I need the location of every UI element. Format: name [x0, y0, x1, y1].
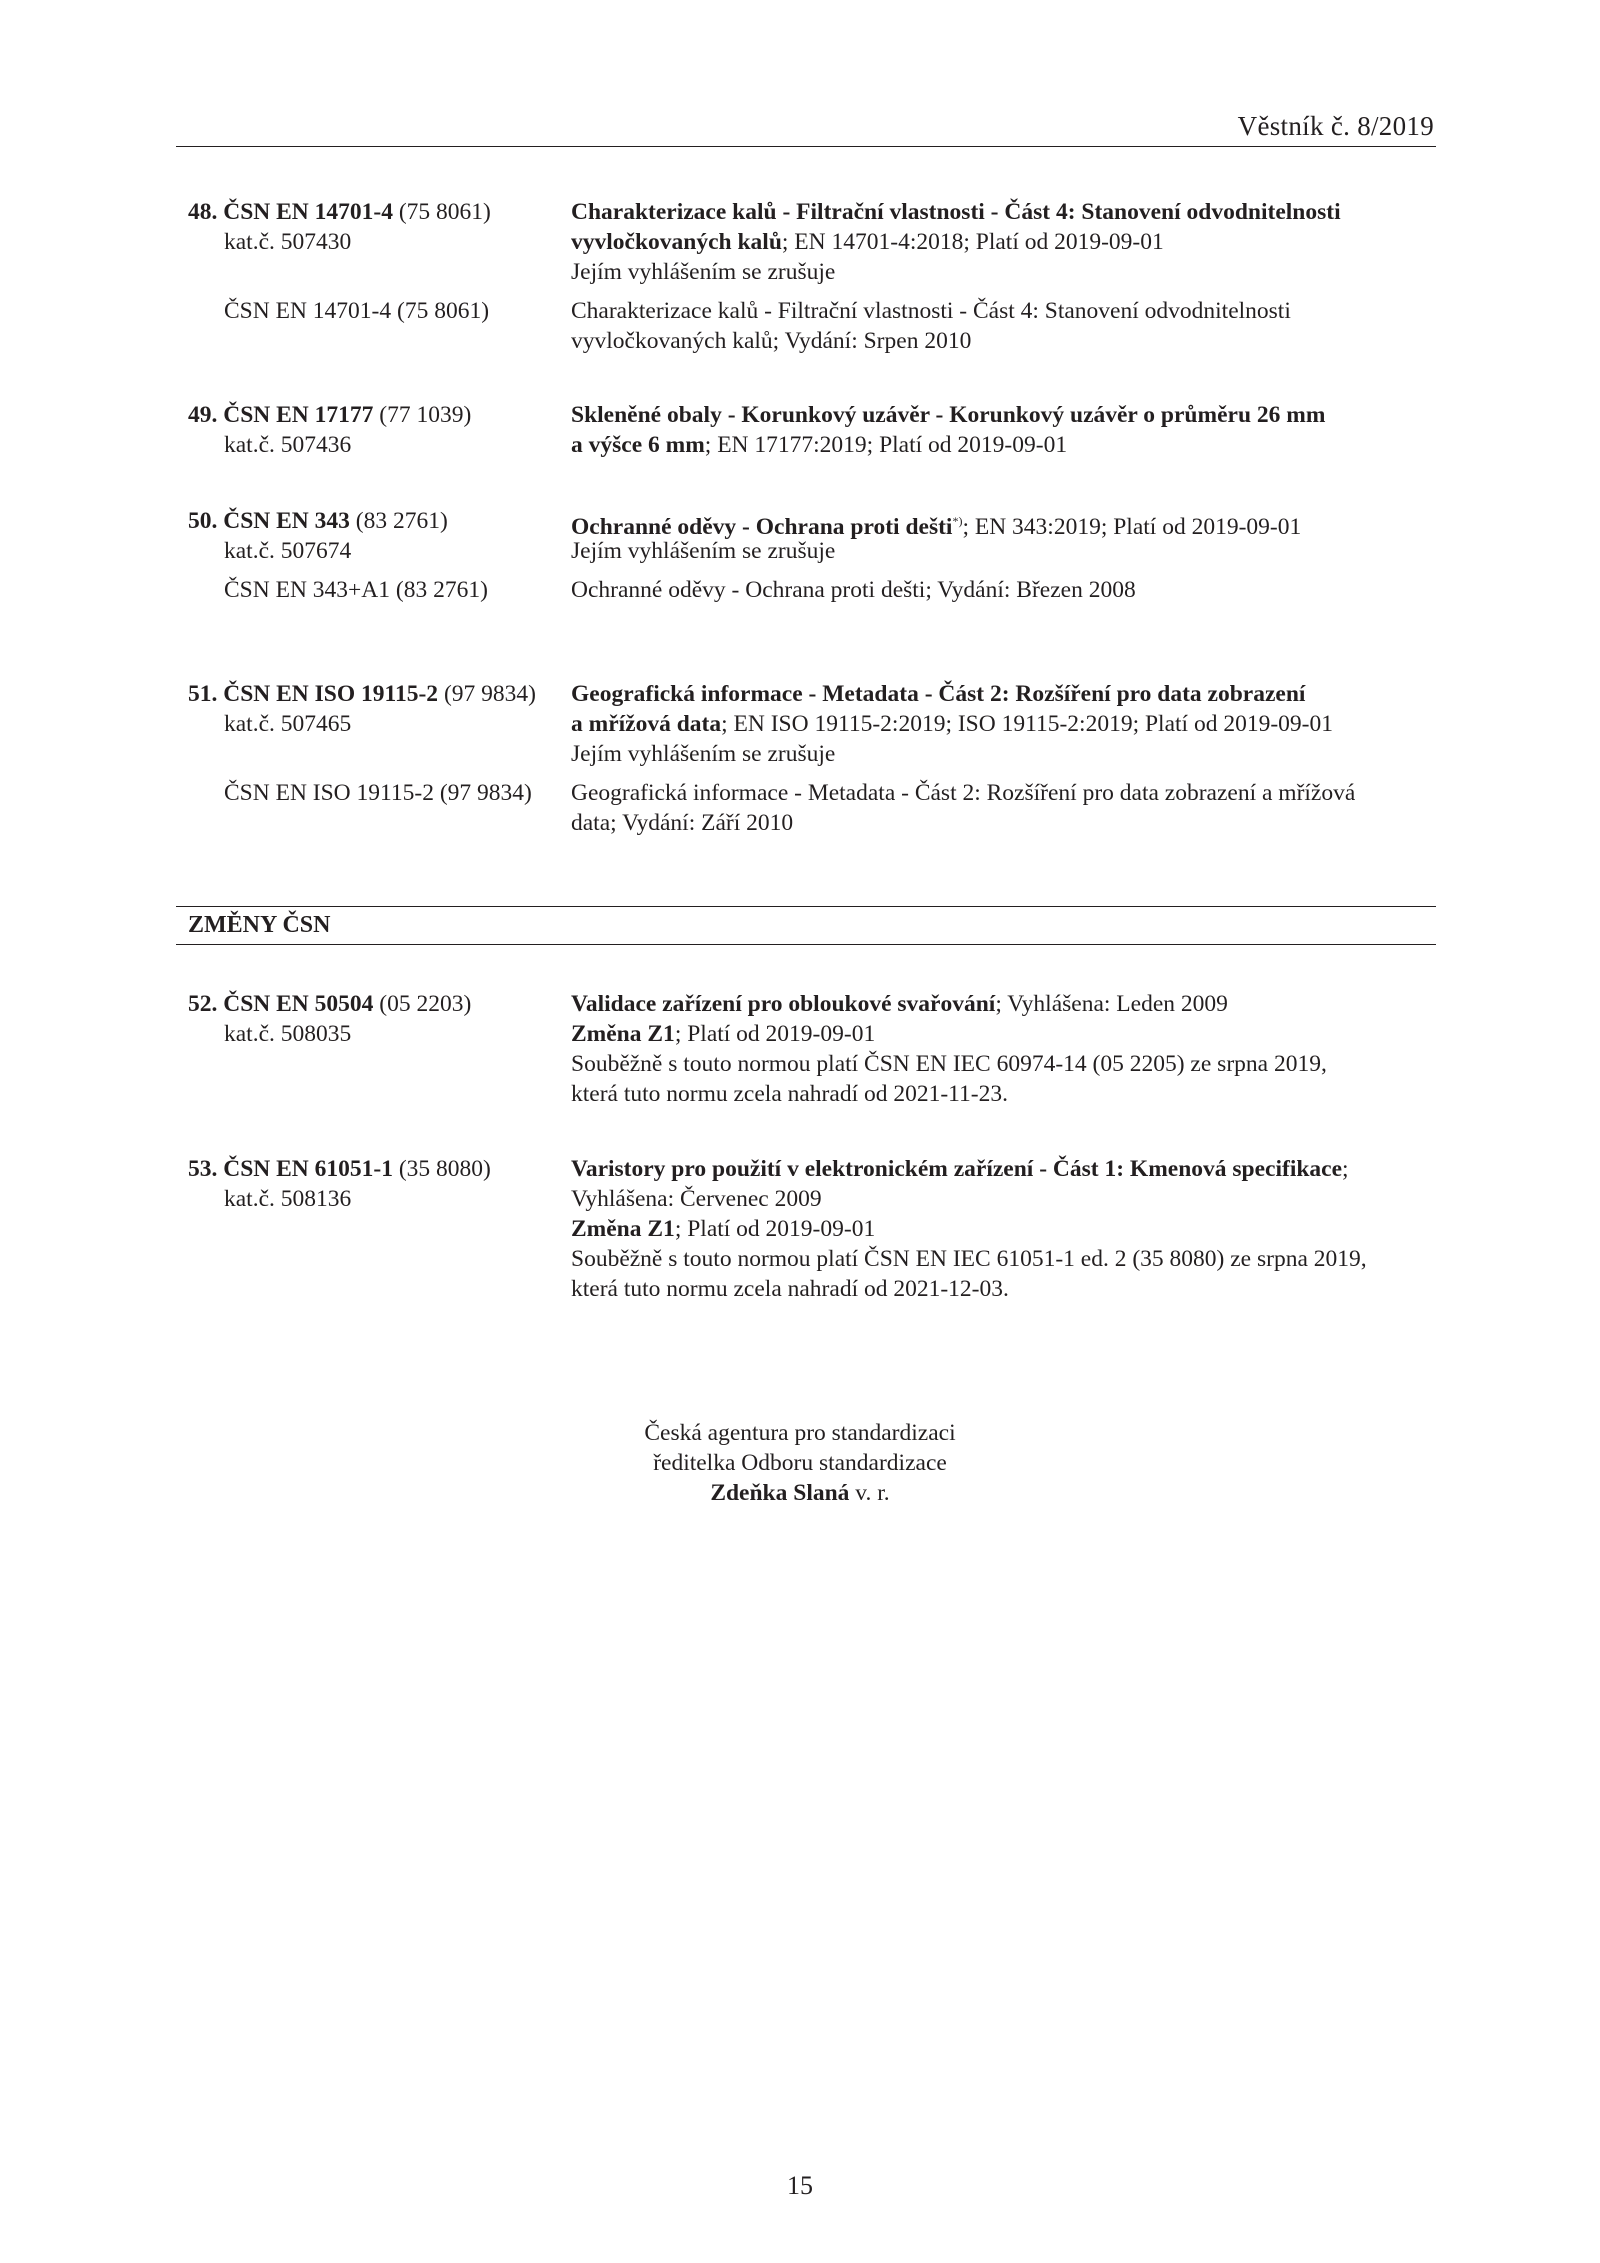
- entry-withdrawal-note: Jejím vyhlášením se zrušuje: [571, 538, 836, 564]
- entry-title-rest: ; EN 14701-4:2018; Platí od 2019-09-01: [781, 229, 1164, 255]
- entry-title-rest: ; EN 343:2019; Platí od 2019-09-01: [962, 514, 1302, 540]
- replaced-standard-code: ČSN EN 14701-4 (75 8061): [224, 298, 490, 324]
- entry-title-line-1: [571, 400, 1325, 430]
- entry-note-line-2: která tuto normu zcela nahradí od 2021-12-03.: [571, 1276, 1009, 1302]
- entry-number-line: [188, 679, 536, 709]
- entry-title-bold: Skleněné obaly - Korunkový uzávěr - Korunkový uzávěr o průměru 26 mm: [571, 402, 1326, 428]
- signatory-name: Zdeňka Slaná: [710, 1480, 850, 1506]
- section-rule-bottom: [176, 944, 1436, 945]
- entry-title-rest: ; Vyhlášena: Leden 2009: [995, 991, 1228, 1017]
- entry-number: 48. ČSN EN 14701-4: [188, 199, 393, 225]
- entry-number: 49. ČSN EN 17177: [188, 402, 374, 428]
- entry-note-line-1: Souběžně s touto normou platí ČSN EN IEC 61051-1 ed. 2 (35 8080) ze srpna 2019,: [571, 1246, 1367, 1272]
- entry-catalog-number: kat.č. 507674: [224, 538, 352, 564]
- signature-name-line: [0, 1478, 1600, 1508]
- entry-amendment-line: [571, 1019, 875, 1049]
- replaced-standard-title-2: data; Vydání: Září 2010: [571, 810, 794, 836]
- amendment-label: Změna Z1: [571, 1021, 675, 1047]
- entry-number-line: [188, 506, 448, 536]
- entry-catalog-number: kat.č. 508035: [224, 1021, 352, 1047]
- replaced-standard-title-2: vyvločkovaných kalů; Vydání: Srpen 2010: [571, 328, 972, 354]
- replaced-standard-title-1: Charakterizace kalů - Filtrační vlastnosti - Část 4: Stanovení odvodnitelnosti: [571, 298, 1291, 324]
- entry-withdrawal-note: Jejím vyhlášením se zrušuje: [571, 741, 836, 767]
- entry-title-bold: vyvločkovaných kalů: [571, 229, 782, 255]
- section-rule-top: [176, 906, 1436, 907]
- footnote-marker: *): [952, 514, 963, 528]
- entry-title-rest: ; EN ISO 19115-2:2019; ISO 19115-2:2019; Platí od 2019-09-01: [721, 711, 1333, 737]
- bulletin-header-title: Věstník č. 8/2019: [1237, 111, 1434, 141]
- entry-number: 51. ČSN EN ISO 19115-2: [188, 681, 439, 707]
- entry-catalog-number: kat.č. 507430: [224, 229, 352, 255]
- entry-number: 50. ČSN EN 343: [188, 508, 350, 534]
- entry-title-line-2: [571, 430, 1067, 460]
- entry-announcement-line: Vyhlášena: Červenec 2009: [571, 1186, 822, 1212]
- entry-catalog-number: kat.č. 507465: [224, 711, 352, 737]
- entry-withdrawal-note: Jejím vyhlášením se zrušuje: [571, 259, 836, 285]
- replaced-standard-title-1: Geografická informace - Metadata - Část 2: Rozšíření pro data zobrazení a mřížová: [571, 780, 1356, 806]
- header-rule: [176, 146, 1436, 147]
- replaced-standard-code: ČSN EN 343+A1 (83 2761): [224, 577, 488, 603]
- page-number: 15: [787, 2171, 813, 2200]
- entry-title-bold: a mřížová data: [571, 711, 722, 737]
- entry-title-line-1: [571, 1154, 1349, 1184]
- signature-agency: Česká agentura pro standardizaci: [644, 1420, 956, 1446]
- entry-number: 52. ČSN EN 50504: [188, 991, 374, 1017]
- entry-number-line: [188, 197, 491, 227]
- signature-role: ředitelka Odboru standardizace: [653, 1450, 947, 1476]
- entry-note-line-1: Souběžně s touto normou platí ČSN EN IEC 60974-14 (05 2205) ze srpna 2019,: [571, 1051, 1327, 1077]
- amendment-validity: ; Platí od 2019-09-01: [674, 1021, 876, 1047]
- entry-title-bold: Ochranné oděvy - Ochrana proti dešti: [571, 514, 953, 540]
- replaced-standard-code: ČSN EN ISO 19115-2 (97 9834): [224, 780, 532, 806]
- entry-title-line-1: [571, 989, 1228, 1019]
- amendment-label: Změna Z1: [571, 1216, 675, 1242]
- entry-title-rest: ;: [1342, 1156, 1349, 1182]
- entry-note-line-2: která tuto normu zcela nahradí od 2021-11-23.: [571, 1081, 1008, 1107]
- entry-title-bold: a výšce 6 mm: [571, 432, 705, 458]
- entry-catalog-number: kat.č. 507436: [224, 432, 352, 458]
- entry-class: (75 8061): [392, 199, 491, 225]
- section-heading-changes: ZMĚNY ČSN: [188, 912, 331, 938]
- entry-class: (83 2761): [349, 508, 448, 534]
- entry-title-line-1: [571, 679, 1305, 709]
- entry-title-bold: Varistory pro použití v elektronickém zařízení - Část 1: Kmenová specifikace: [571, 1156, 1343, 1182]
- entry-title-bold: Charakterizace kalů - Filtrační vlastnosti - Část 4: Stanovení odvodnitelnosti: [571, 199, 1341, 225]
- entry-class: (35 8080): [392, 1156, 491, 1182]
- replaced-standard-title-1: Ochranné oděvy - Ochrana proti dešti; Vydání: Březen 2008: [571, 577, 1136, 603]
- entry-title-bold: Geografická informace - Metadata - Část 2: Rozšíření pro data zobrazení: [571, 681, 1306, 707]
- amendment-validity: ; Platí od 2019-09-01: [674, 1216, 876, 1242]
- entry-title-bold: Validace zařízení pro obloukové svařování: [571, 991, 996, 1017]
- entry-class: (77 1039): [373, 402, 472, 428]
- entry-title-rest: ; EN 17177:2019; Platí od 2019-09-01: [704, 432, 1068, 458]
- entry-number: 53. ČSN EN 61051-1: [188, 1156, 393, 1182]
- entry-number-line: [188, 400, 471, 430]
- entry-title-line-2: [571, 709, 1333, 739]
- entry-title-line-1: [571, 197, 1341, 227]
- entry-catalog-number: kat.č. 508136: [224, 1186, 352, 1212]
- entry-number-line: [188, 989, 471, 1019]
- entry-class: (05 2203): [373, 991, 472, 1017]
- entry-title-line-2: [571, 227, 1164, 257]
- entry-amendment-line: [571, 1214, 875, 1244]
- entry-class: (97 9834): [438, 681, 536, 707]
- entry-number-line: [188, 1154, 491, 1184]
- signature-suffix: v. r.: [849, 1480, 890, 1506]
